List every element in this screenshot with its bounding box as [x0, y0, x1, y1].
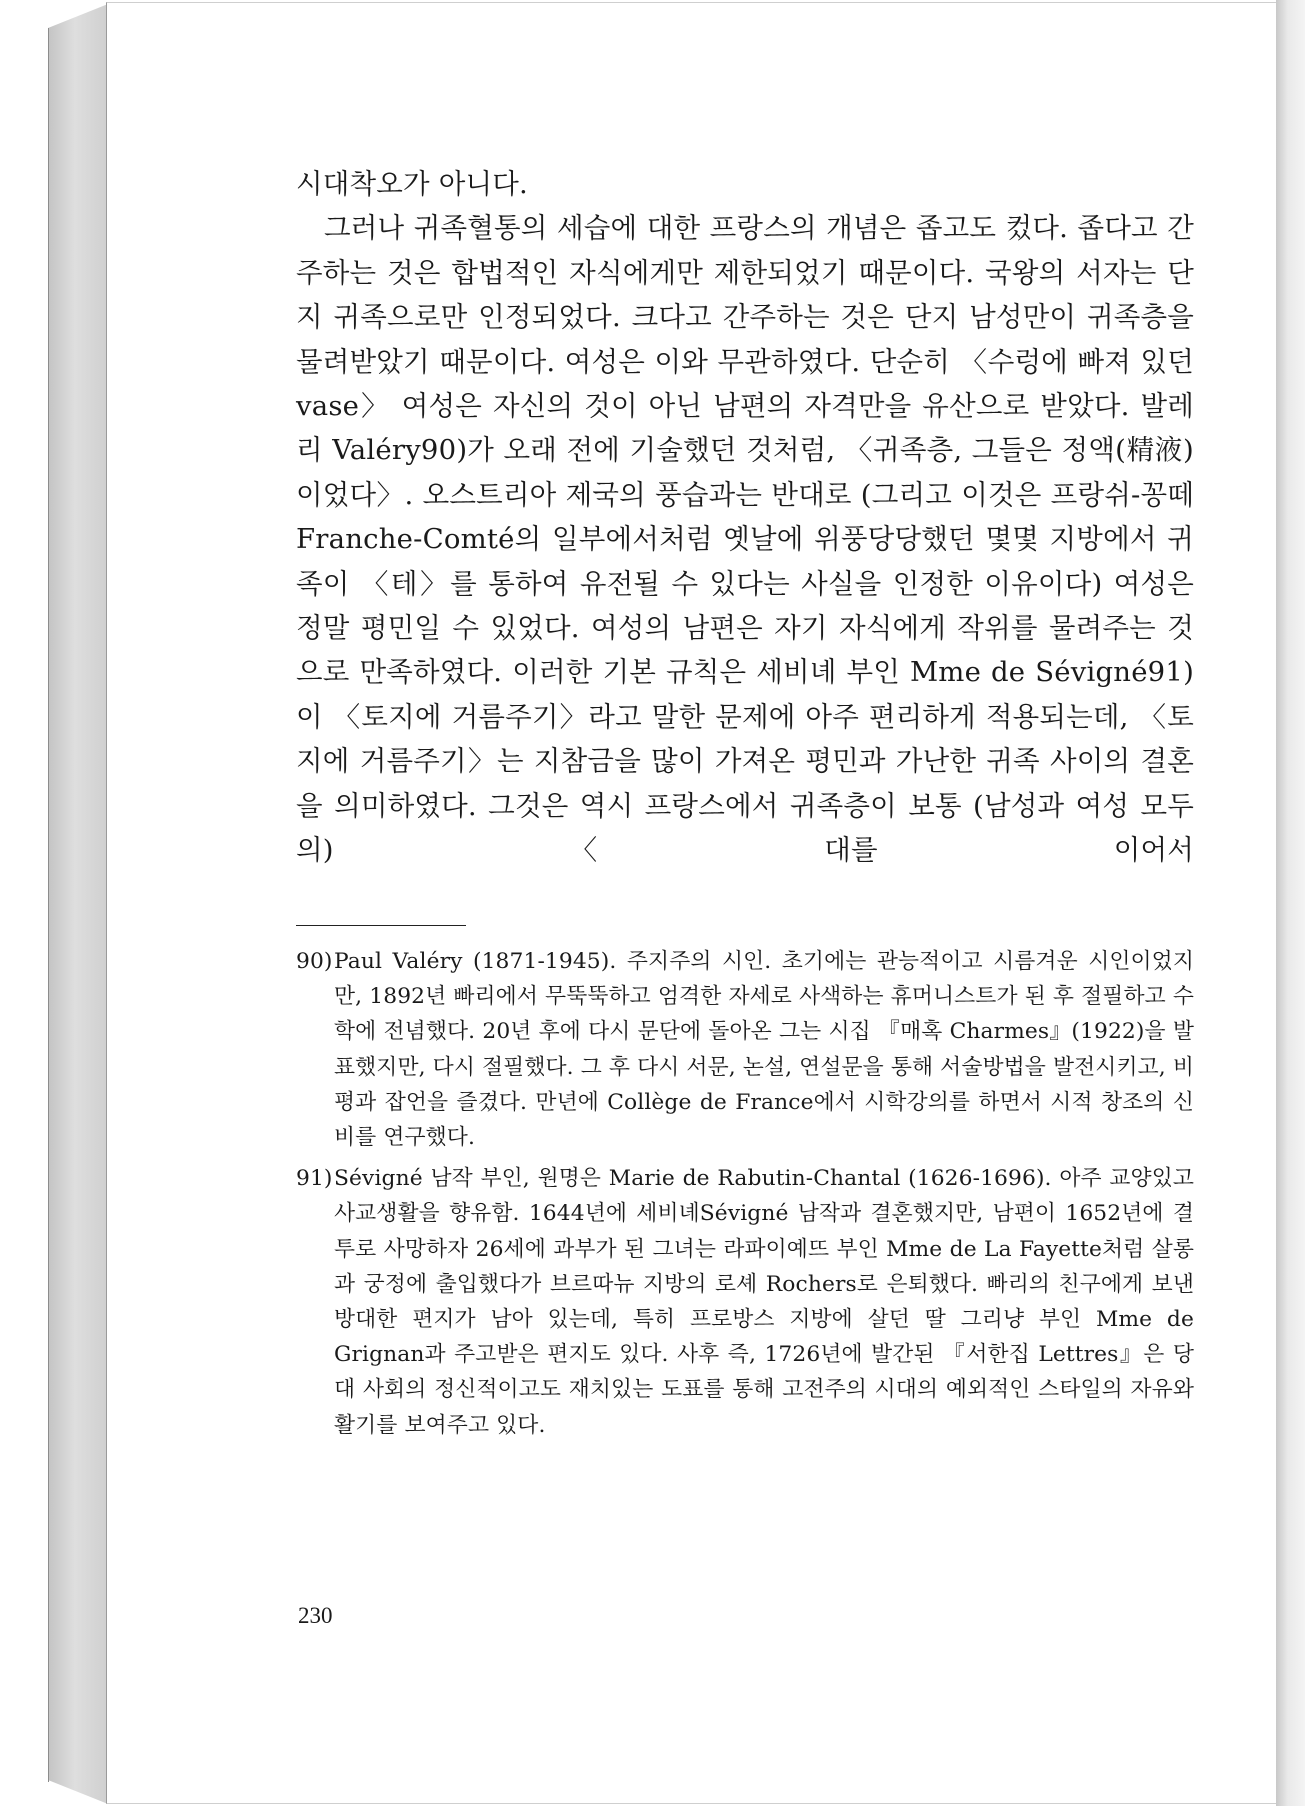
footnote-text: Paul Valéry (1871-1945). 주지주의 시인. 초기에는 관능적이고 시름겨운 시인이었지만, 1892년 빠리에서 무뚝뚝하고 엄격한 자세로 사색하는 휴머니스트가 된 후 절필하고 수학에 전념했다. 20년 후에 다시 문단에 돌아온 그는 시집 『매혹 Charmes』(1922)을 발표했지만, 다시 절필했다. 그 후 다시 서문, 논설, 연설문을 통해 서술방법을 발전시키고, 비평과 잡언을 즐겼다. 만년에 Collège de France에서 시학강의를 하면서 시적 창조의 신비를 연구했다. [334, 949, 1194, 1151]
footnote-number: 91) [296, 1166, 333, 1192]
paragraph-main: 그러나 귀족혈통의 세습에 대한 프랑스의 개념은 좁고도 컸다. 좁다고 간주하는 것은 합법적인 자식에게만 제한되었기 때문이다. 국왕의 서자는 단지 귀족으로만 인정되었다. 크다고 간주하는 것은 단지 남성만이 귀족층을 물려받았기 때문이다. 여성은 이와 무관하였다. 단순히 〈수렁에 빠져 있던 vase〉 여성은 자신의 것이 아닌 남편의 자격만을 유산으로 받았다. 발레리 Valéry90)가 오래 전에 기술했던 것처럼, 〈귀족층, 그들은 정액(精液)이었다〉. 오스트리아 제국의 풍습과는 반대로 (그리고 이것은 프랑쉬-꽁떼 Franche-Comté의 일부에서처럼 옛날에 위풍당당했던 몇몇 지방에서 귀족이 〈테〉를 통하여 유전될 수 있다는 사실을 인정한 이유이다) 여성은 정말 평민일 수 있었다. 여성의 남편은 자기 자식에게 작위를 물려주는 것으로 만족하였다. 이러한 기본 규칙은 세비녜 부인 Mme de Sévigné91)이 〈토지에 거름주기〉라고 말한 문제에 아주 편리하게 적용되는데, 〈토지에 거름주기〉는 지참금을 많이 가져온 평민과 가난한 귀족 사이의 결혼을 의미하였다. 그것은 역시 프랑스에서 귀족층이 보통 (남성과 여성 모두의) 〈대를 이어서 [296, 212, 1194, 867]
paragraph-opening: 시대착오가 아니다. [296, 168, 529, 200]
body-text [296, 162, 1194, 873]
footnotes [296, 944, 1194, 1443]
book-spine [48, 4, 108, 1804]
footnote-91 [296, 1161, 1194, 1443]
page-number: 230 [298, 1603, 333, 1628]
page-content [296, 162, 1194, 1449]
footnote-number: 90) [296, 949, 333, 974]
footnote-separator [296, 925, 466, 927]
page-right-edge [1276, 0, 1305, 1806]
footnote-90 [296, 944, 1194, 1155]
book-spine-edge [48, 28, 49, 1782]
footnote-text: Sévigné 남작 부인, 원명은 Marie de Rabutin-Chantal (1626-1696). 아주 교양있고 사교생활을 향유함. 1644년에 세비녜Sévigné 남작과 결혼했지만, 남편이 1652년에 결투로 사망하자 26세에 과부가 된 그녀는 라파이예뜨 부인 Mme de La Fayette처럼 살롱과 궁정에 출입했다가 브르따뉴 지방의 로셰 Rochers로 은퇴했다. 빠리의 친구에게 보낸 방대한 편지가 남아 있는데, 특히 프로방스 지방에 살던 딸 그리냥 부인 Mme de Grignan과 주고받은 편지도 있다. 사후 즉, 1726년에 발간된 『서한집 Lettres』은 당대 사회의 정신적이고도 재치있는 도표를 통해 고전주의 시대의 예외적인 스타일의 자유와 활기를 보여주고 있다. [334, 1166, 1194, 1438]
